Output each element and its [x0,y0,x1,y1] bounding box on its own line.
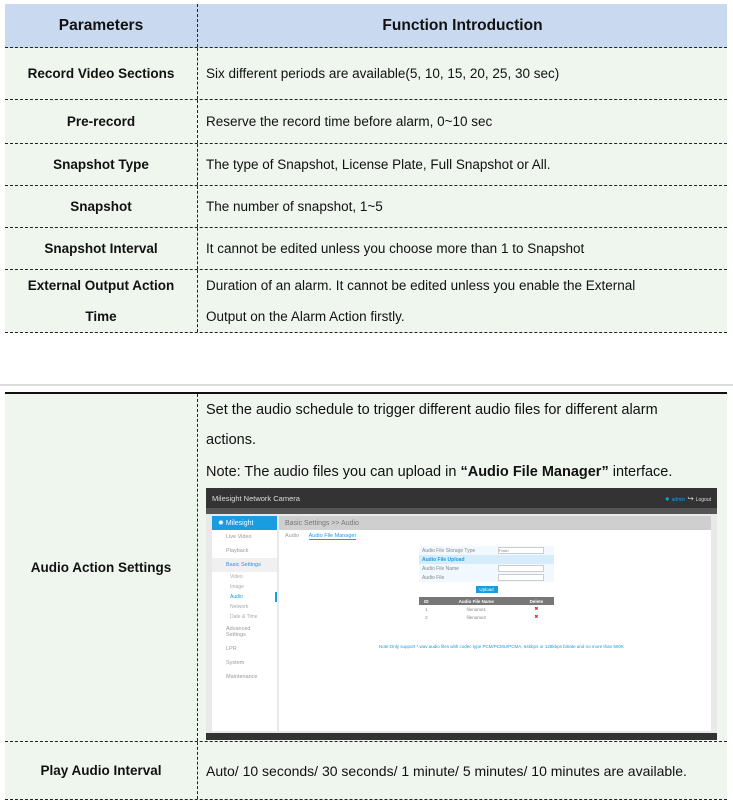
param-cell: Record Video Sections [5,48,198,99]
audio-file-form [419,546,554,621]
storage-select[interactable] [498,547,544,554]
file-label: Audio File [422,574,445,581]
param-line: Time [85,309,117,324]
submenu-network[interactable]: Network [230,604,249,610]
table-row [5,742,727,800]
submenu-date-time[interactable]: Date & Time [230,614,258,620]
logo [212,516,277,530]
desc-line: Set the audio schedule to trigger different audio files for different alarm [206,402,658,418]
app-titlebar [206,488,717,508]
tab-audio[interactable]: Audio [285,533,300,539]
cell: 1 [425,606,428,612]
user-link[interactable]: admin [671,496,686,503]
desc-cell: The type of Snapshot, License Plate, Full Snapshot or All. [206,157,551,172]
table-row [5,48,727,100]
cell: 2 [425,614,428,620]
table-row [5,186,727,228]
table-row [5,270,727,333]
col-delete: Delete [519,597,554,605]
table-row [419,613,554,621]
page-separator [0,384,733,386]
note-bold: “Audio File Manager” [460,464,609,480]
param-line: External Output Action [27,278,175,293]
user-area [665,494,711,503]
upload-note: Note:Only support *.wav audio files with codec type PCM/PCMU/PCMA, 64kbps or 128kbps bitrate and no more than 500K [379,644,624,649]
name-label: Audio File Name [422,565,459,572]
note-text: interface. [608,464,673,480]
col-name: Audio File Name [434,597,519,605]
desc-cell: It cannot be edited unless you choose more than 1 to Snapshot [206,241,585,256]
logout-link[interactable]: Logout [695,496,711,503]
titlebar-sub [206,508,717,514]
desc-cell: Reserve the record time before alarm, 0~10 sec [206,114,493,129]
menu-maintenance[interactable]: Maintenance [226,674,258,680]
file-chooser[interactable] [498,574,544,581]
logout-icon: ↪ [687,493,694,503]
submenu-video[interactable]: Video [230,574,243,580]
desc-line: Duration of an alarm. It cannot be edited unless you enable the External [206,278,636,293]
note-line [206,464,672,480]
note-text: Note: The audio files you can upload in [206,464,461,480]
tab-audio-file-manager[interactable]: Audio File Manager [308,533,357,539]
param-cell: Snapshot Interval [5,228,198,269]
table-row [5,100,727,144]
storage-row [419,546,554,555]
table-row [5,228,727,270]
desc-cell: Six different periods are available(5, 10, 15, 20, 25, 30 sec) [206,66,560,81]
logo-icon: ✹ [218,520,226,527]
param-cell: Play Audio Interval [5,742,198,799]
file-row [419,573,554,582]
delete-icon[interactable]: ✖ [534,606,539,611]
desc-cell: The number of snapshot, 1~5 [206,199,383,214]
submenu-image[interactable]: Image [230,584,244,590]
desc-cell: Auto/ 10 seconds/ 30 seconds/ 1 minute/ 5 minutes/ 10 minutes are available. [206,762,687,779]
param-cell [5,270,198,332]
sidebar [212,516,277,731]
footer-bar [206,733,717,740]
menu-advanced-settings[interactable]: Advanced Settings [226,626,251,638]
audio-file-table [419,597,554,621]
col-id: ID [419,597,434,605]
param-cell: Audio Action Settings [5,394,198,741]
menu-live-video[interactable]: Live Video [226,534,252,540]
menu-lpr[interactable]: LPR [226,646,237,652]
breadcrumb: Basic Settings >> Audio [279,516,711,530]
storage-value: Flash [499,548,509,553]
table-header [5,4,727,48]
header-function-introduction: Function Introduction [382,16,543,34]
upload-header: Audio File Upload [419,555,554,564]
name-input[interactable] [498,565,544,572]
name-row [419,564,554,573]
cell: filename2 [466,614,486,620]
table-row [5,144,727,186]
cell: filename1 [466,606,486,612]
table-row [419,605,554,613]
desc-line: actions. [206,432,256,448]
delete-icon[interactable]: ✖ [534,614,539,619]
param-cell: Snapshot [5,186,198,227]
tabs [279,530,711,542]
submenu-audio[interactable]: Audio [212,592,277,602]
menu-system[interactable]: System [226,660,245,666]
storage-label: Audio File Storage Type [422,547,476,554]
header-parameters: Parameters [5,4,198,47]
desc-cell [198,270,727,332]
desc-line: Output on the Alarm Action firstly. [206,309,405,324]
embedded-screenshot [206,488,717,740]
app-title: Milesight Network Camera [212,493,300,503]
user-icon: ● [664,493,670,503]
upload-button[interactable]: Upload [476,586,498,593]
menu-basic-settings[interactable]: Basic Settings [212,558,277,572]
param-cell: Snapshot Type [5,144,198,185]
logo-text: Milesight [225,519,254,527]
main-panel [279,516,711,731]
param-cell: Pre-record [5,100,198,143]
menu-playback[interactable]: Playback [226,548,249,554]
